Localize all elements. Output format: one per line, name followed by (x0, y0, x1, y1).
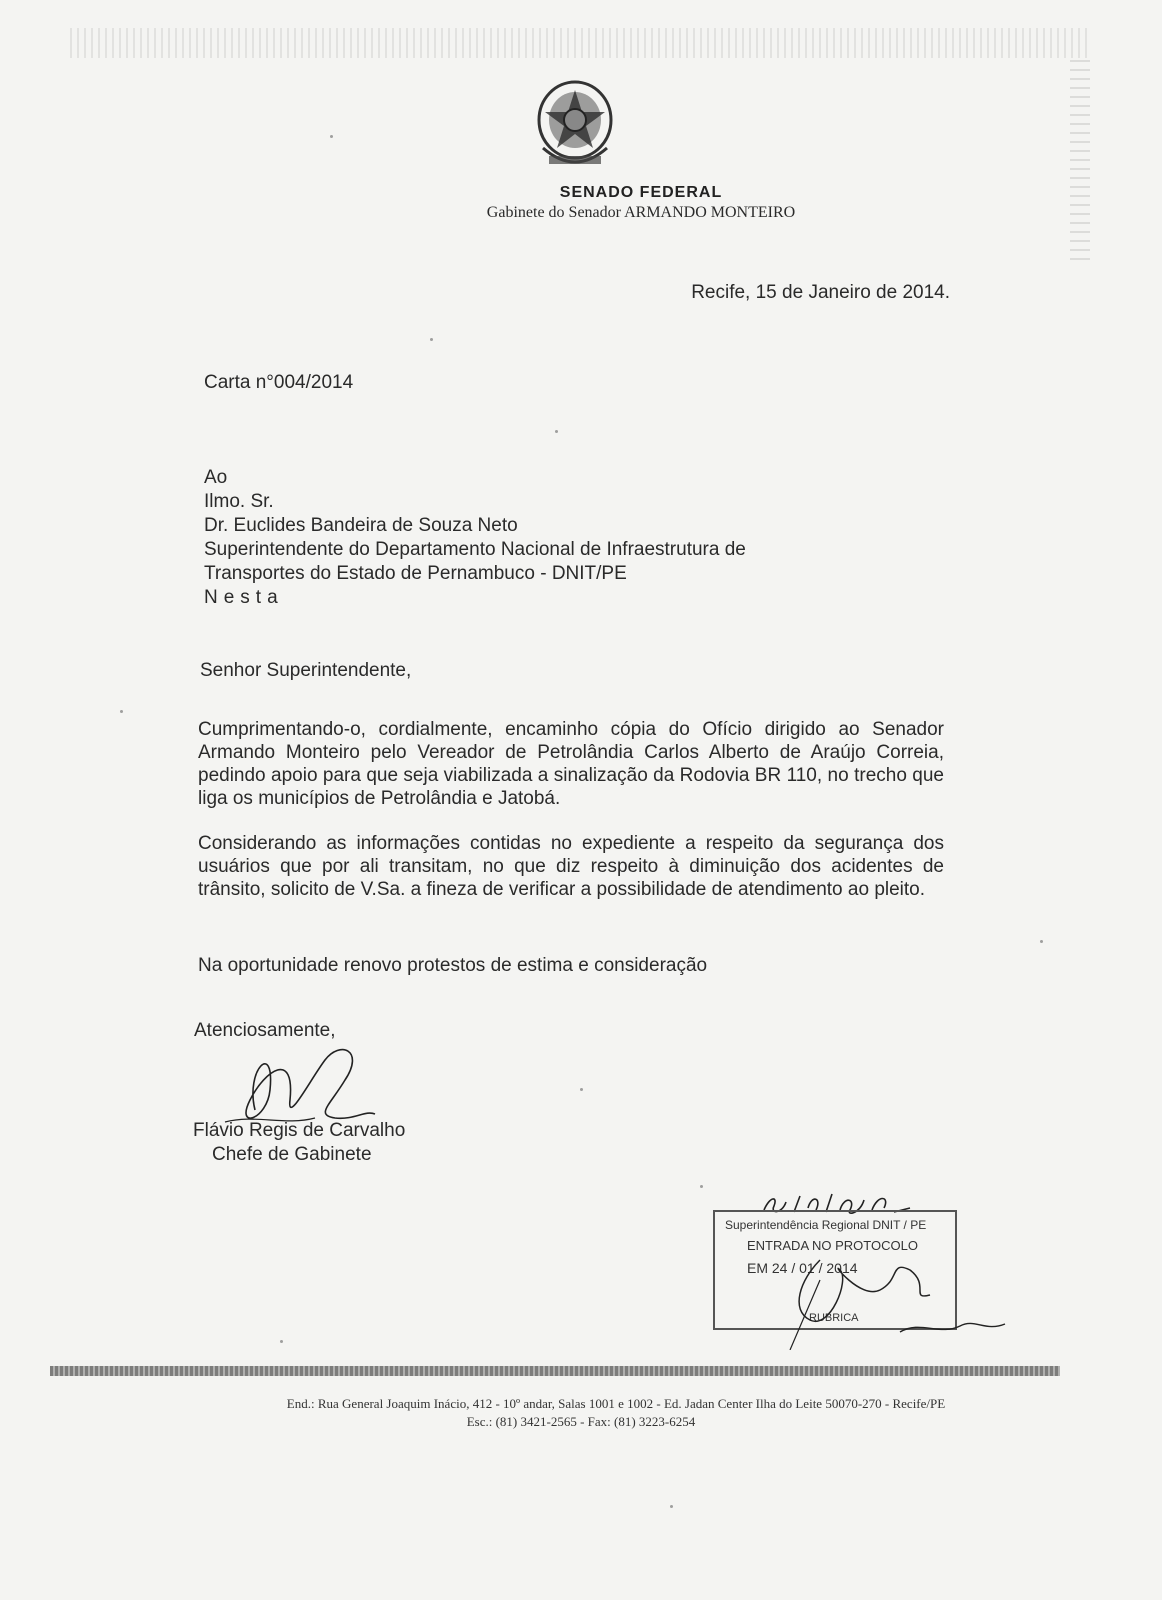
footer-rule (50, 1366, 1060, 1376)
scan-speck (580, 1088, 583, 1091)
scan-speck (670, 1505, 673, 1508)
recipient-block (204, 466, 746, 610)
recipient-line-honorific: Ilmo. Sr. (204, 491, 274, 512)
signer-role: Chefe de Gabinete (212, 1144, 372, 1165)
scan-speck (120, 710, 123, 713)
letter-reference: Carta n°004/2014 (204, 372, 354, 393)
scan-speck (280, 1340, 283, 1343)
scan-speck (430, 338, 433, 341)
body-paragraph-3: Na oportunidade renovo protestos de estima e consideração (198, 955, 708, 976)
recipient-location: Nesta (204, 587, 284, 608)
body-paragraph-1: Cumprimentando-o, cordialmente, encaminho cópia do Ofício dirigido ao Senador Armando Monteiro pelo Vereador de Petrolândia Carlos Alberto de Araújo Correia, pedindo apoio para que seja viabilizada a sinalização da Rodovia BR 110, no trecho que liga os municípios de Petrolândia e Jatobá. (198, 719, 944, 809)
signer-name: Flávio Regis de Carvalho (193, 1120, 406, 1141)
letter-date: Recife, 15 de Janeiro de 2014. (691, 282, 950, 303)
salutation: Senhor Superintendente, (200, 660, 412, 681)
stamp-line-agency: Superintendência Regional DNIT / PE (725, 1218, 927, 1232)
letterhead-subtitle: Gabinete do Senador ARMANDO MONTEIRO (486, 204, 796, 221)
recipient-title-2: Transportes do Estado de Pernambuco - DNIT/PE (204, 563, 627, 584)
footer-address: End.: Rua General Joaquim Inácio, 412 - 10º andar, Salas 1001 e 1002 - Ed. Jadan Center Ilha do Leite 50070-270 - Recife/PE (286, 1396, 946, 1411)
stamp-handwritten-signature (780, 1240, 1010, 1350)
recipient-line-ao: Ao (204, 467, 228, 488)
letterhead-title: SENADO FEDERAL (559, 184, 723, 201)
stamp-line-rubrica: RUBRICA (809, 1312, 859, 1324)
recipient-title-1: Superintendente do Departamento Nacional de Infraestrutura de (204, 539, 746, 560)
coat-of-arms-icon (535, 78, 615, 174)
scan-speck (555, 430, 558, 433)
stamp-line-entry: ENTRADA NO PROTOCOLO (747, 1238, 918, 1253)
scan-noise-right (1070, 60, 1090, 260)
recipient-name: Dr. Euclides Bandeira de Souza Neto (204, 515, 518, 536)
scan-speck (330, 135, 333, 138)
body-paragraph-2: Considerando as informações contidas no expediente a respeito da segurança dos usuários que por ali transitam, no que diz respeito à diminuição dos acidentes de trânsito, solicito de V.Sa. a fineza de verificar a possibilidade de atendimento ao pleito. (198, 833, 944, 900)
footer-contact: Esc.: (81) 3421-2565 - Fax: (81) 3223-6254 (466, 1414, 696, 1429)
scan-speck (1040, 940, 1043, 943)
scan-noise-top (70, 28, 1090, 58)
scan-speck (700, 1185, 703, 1188)
stamp-line-date: EM 24 / 01 / 2014 (747, 1260, 858, 1276)
closing: Atenciosamente, (194, 1020, 336, 1041)
